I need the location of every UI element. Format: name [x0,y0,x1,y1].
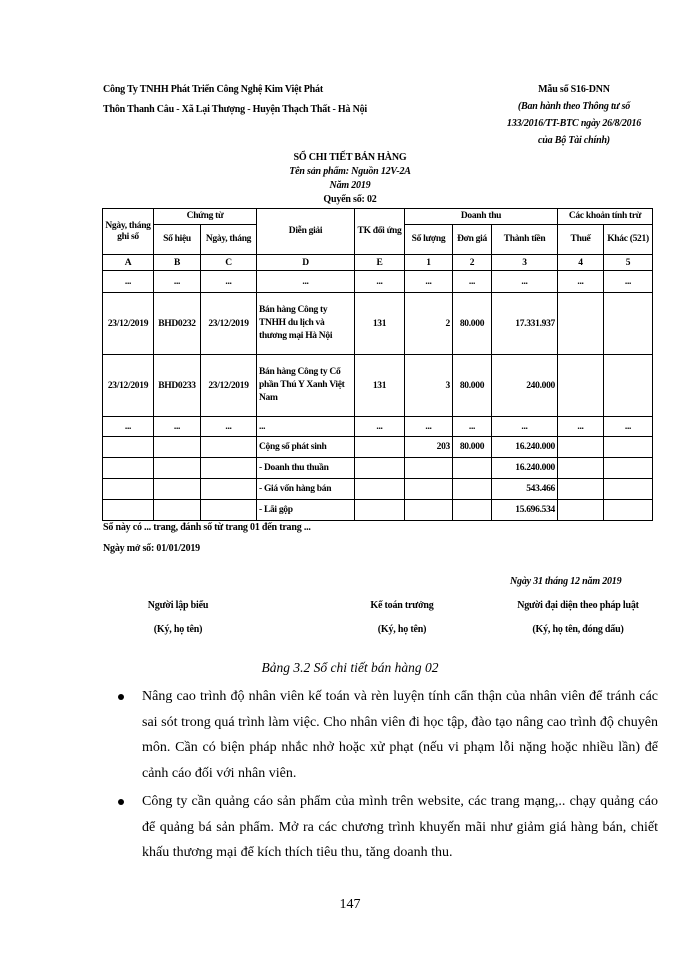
header-unit-price: Đơn giá [453,225,492,255]
header-voucher: Chứng từ [154,209,257,225]
table-row [103,355,653,417]
row-tax [558,293,604,355]
row-voucher-no: BHD0233 [154,355,201,417]
row-unit-price: 80.000 [453,355,492,417]
form-number: Mẫu số S16-DNN [538,84,610,95]
row-description: Bán hàng Công ty TNHH du lịch và thương mại Hà Nội [257,293,355,355]
page-count-note: Sổ này có ... trang, đánh số từ trang 01 đến trang ... [103,522,311,533]
ellipsis-cell: ... [604,417,653,437]
header-row-1 [103,209,653,225]
ellipsis-cell: ... [558,271,604,293]
page-number: 147 [339,897,361,912]
company-address: Thôn Thanh Câu - Xã Lại Thượng - Huyện Thạch Thất - Hà Nội [103,104,368,115]
regulation-line-2: 133/2016/TT-BTC ngày 26/8/2016 [506,118,642,129]
row-tax [558,355,604,417]
accountant-signature [312,600,492,635]
bullet-icon [118,694,124,700]
preparer-signature [88,600,268,635]
preparer-sign-hint: (Ký, họ tên) [153,624,203,635]
header-amount: Thành tiền [492,225,558,255]
accountant-title: Kế toán trưởng [370,600,434,611]
summary-quantity [405,479,453,500]
legal-rep-title: Người đại diện theo pháp luật [517,600,639,611]
row-amount: 17.331.937 [492,293,558,355]
form-info [500,84,648,152]
row-description: Bán hàng Công ty Cổ phần Thú Y Xanh Việt Nam [257,355,355,417]
summary-quantity: 203 [405,437,453,458]
summary-amount: 15.696.534 [492,500,558,521]
code-cell: C [201,255,257,271]
header-account: TK đối ứng [355,209,405,255]
bullet-icon [118,799,124,805]
row-voucher-no: BHD0232 [154,293,201,355]
code-row [103,255,653,271]
ellipsis-cell: ... [355,417,405,437]
ellipsis-cell: ... [257,271,355,293]
ellipsis-cell: ... [154,271,201,293]
row-unit-price: 80.000 [453,293,492,355]
header-deductions: Các khoản tính trừ [558,209,653,225]
preparer-title: Người lập biểu [147,600,209,611]
ledger-title [250,152,450,208]
ellipsis-cell: ... [103,417,154,437]
ledger-main-title: SỔ CHI TIẾT BÁN HÀNG [293,152,407,163]
row-quantity: 2 [405,293,453,355]
ellipsis-cell: ... [453,417,492,437]
code-cell: 1 [405,255,453,271]
summary-unit-price [453,500,492,521]
opening-date-note: Ngày mở sổ: 01/01/2019 [103,543,200,554]
summary-unit-price: 80.000 [453,437,492,458]
code-cell: B [154,255,201,271]
summary-quantity [405,458,453,479]
row-voucher-date: 23/12/2019 [201,355,257,417]
book-number: Quyển số: 02 [323,194,377,205]
summary-label: Cộng số phát sinh [257,437,355,458]
row-other [604,293,653,355]
summary-quantity [405,500,453,521]
header-revenue: Doanh thu [405,209,558,225]
row-quantity: 3 [405,355,453,417]
header-voucher-date: Ngày, tháng [201,225,257,255]
summary-amount: 16.240.000 [492,437,558,458]
list-item [118,789,658,866]
regulation-line-1: (Ban hành theo Thông tư số [517,101,631,112]
header-date: Ngày, tháng ghi sổ [103,209,154,255]
code-cell: 5 [604,255,653,271]
ellipsis-row [103,417,653,437]
code-cell: 3 [492,255,558,271]
row-other [604,355,653,417]
code-cell: A [103,255,154,271]
ellipsis-cell: ... [604,271,653,293]
header-description: Diễn giải [257,209,355,255]
summary-label: - Giá vốn hàng bán [257,479,355,500]
ellipsis-cell: ... [257,417,355,437]
legal-rep-sign-hint: (Ký, họ tên, đóng dấu) [532,624,624,635]
list-item [118,684,658,786]
row-amount: 240.000 [492,355,558,417]
company-name: Công Ty TNHH Phát Triển Công Nghệ Kim Việt Phát [103,84,323,95]
row-account: 131 [355,355,405,417]
ellipsis-row [103,271,653,293]
summary-row [103,458,653,479]
ellipsis-cell: ... [558,417,604,437]
ellipsis-cell: ... [492,271,558,293]
row-account: 131 [355,293,405,355]
summary-unit-price [453,458,492,479]
ellipsis-cell: ... [492,417,558,437]
bullet-list [118,684,658,869]
summary-label: - Doanh thu thuần [257,458,355,479]
row-date: 23/12/2019 [103,293,154,355]
product-name: Tên sản phẩm: Nguồn 12V-2A [289,166,411,177]
summary-amount: 543.466 [492,479,558,500]
summary-row [103,479,653,500]
header-other: Khác (521) [604,225,653,255]
table-row [103,293,653,355]
code-cell: 2 [453,255,492,271]
header-tax: Thuế [558,225,604,255]
bullet-text: Nâng cao trình độ nhân viên kế toán và rèn luyện tính cẩn thận của nhân viên để tránh các sai sót trong quá trình làm việc. Cho nhân viên đi học tập, đào tạo nâng cao trình độ chuyên môn. Cần có biện pháp nhắc nhở hoặc xử phạt (nếu vi phạm lỗi nặng hoặc nhiều lần) để cảnh cáo đối với nhân viên. [142,689,658,781]
summary-amount: 16.240.000 [492,458,558,479]
ellipsis-cell: ... [405,271,453,293]
ellipsis-cell: ... [201,417,257,437]
ellipsis-cell: ... [154,417,201,437]
legal-rep-signature [478,600,678,635]
ellipsis-cell: ... [355,271,405,293]
summary-row [103,500,653,521]
row-date: 23/12/2019 [103,355,154,417]
summary-label: - Lãi gộp [257,500,355,521]
signature-date: Ngày 31 tháng 12 năm 2019 [510,576,622,587]
code-cell: 4 [558,255,604,271]
company-header [103,84,367,124]
code-cell: E [355,255,405,271]
ellipsis-cell: ... [453,271,492,293]
ellipsis-cell: ... [103,271,154,293]
regulation-line-3: của Bộ Tài chính) [538,135,610,146]
header-quantity: Số lượng [405,225,453,255]
sales-ledger-table [102,208,653,521]
accountant-sign-hint: (Ký, họ tên) [377,624,427,635]
table-caption: Bảng 3.2 Sổ chi tiết bán hàng 02 [261,660,439,675]
bullet-text: Công ty cần quảng cáo sản phẩm của mình trên website, các trang mạng,.. chạy quảng cáo để quảng bá sản phẩm. Mở ra các chương trình khuyến mãi như giảm giá hàng bán, chiết khấu thương mại để kích thích tiêu thu, tăng doanh thu. [142,794,658,860]
ellipsis-cell: ... [201,271,257,293]
ledger-year: Năm 2019 [329,180,371,191]
code-cell: D [257,255,355,271]
header-voucher-no: Số hiệu [154,225,201,255]
summary-unit-price [453,479,492,500]
ellipsis-cell: ... [405,417,453,437]
summary-row [103,437,653,458]
row-voucher-date: 23/12/2019 [201,293,257,355]
